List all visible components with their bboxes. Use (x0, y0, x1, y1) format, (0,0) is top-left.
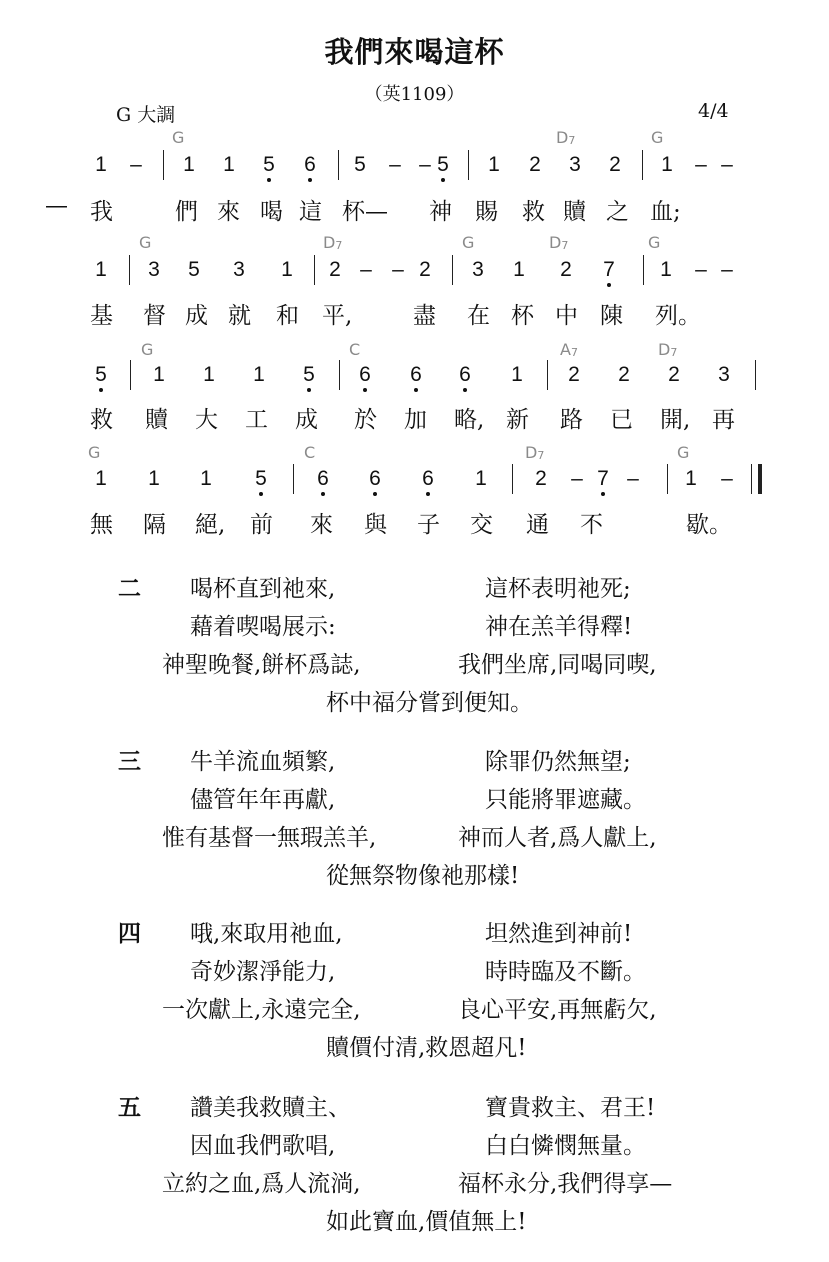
chord-symbol: $D_7$ (525, 443, 545, 462)
note: 6 (299, 153, 321, 177)
note: 7 (592, 467, 614, 491)
note: 3 (569, 153, 581, 176)
verse-line: 牛羊流血頻繁, (190, 749, 336, 775)
lyric-syllable: 這 (299, 199, 322, 225)
verse-line: 哦,來取用祂血, (190, 921, 343, 947)
lyric-syllable: 和 (276, 303, 299, 329)
lyric-syllable: 無 (90, 512, 113, 538)
lyric-syllable: 來 (310, 512, 333, 538)
note: 5 (188, 258, 200, 281)
barline (642, 150, 643, 180)
lyric-syllable: 陳 (600, 303, 623, 329)
lyric-syllable: 基 (90, 303, 113, 329)
note: 1 (95, 258, 107, 281)
key-signature: G 大調 (116, 104, 176, 126)
note: 2 (668, 363, 680, 386)
note: 1 (660, 258, 672, 281)
lyric-syllable: 賜 (475, 199, 498, 225)
note: – (721, 258, 733, 281)
barline (130, 360, 131, 390)
lyric-syllable: 督 (143, 303, 166, 329)
lyric-syllable: 血; (650, 199, 681, 225)
note: 2 (618, 363, 630, 386)
note: – (392, 258, 404, 281)
lyric-syllable: 再 (712, 407, 735, 433)
lyric-syllable: 大 (195, 407, 218, 433)
lyric-syllable: 工 (245, 407, 268, 433)
verse-number: 三 (118, 748, 141, 775)
note: – (695, 153, 707, 176)
note: 6 (354, 363, 376, 387)
chord-symbol: $D_7$ (556, 128, 576, 147)
lyric-syllable: 神 (429, 199, 452, 225)
verse-line: 神聖晚餐,餅杯爲誌, (162, 652, 361, 678)
verse-line: 如此寶血,價值無上! (326, 1209, 527, 1235)
note: 5 (354, 153, 366, 176)
verse-line: 一次獻上,永遠完全, (162, 997, 361, 1023)
note: 1 (281, 258, 293, 281)
verse-line: 只能將罪遮藏。 (485, 787, 646, 813)
note: 3 (472, 258, 484, 281)
note: 2 (535, 467, 547, 490)
note: 1 (200, 467, 212, 490)
lyric-syllable: 與 (364, 512, 387, 538)
lyric-syllable: 就 (228, 303, 251, 329)
lyric-syllable: 前 (250, 512, 273, 538)
barline (338, 150, 339, 180)
verse-line: 良心平安,再無虧欠, (458, 997, 657, 1023)
note: 5 (90, 363, 112, 387)
note: 1 (183, 153, 195, 176)
lyric-syllable: 列。 (655, 303, 701, 329)
barline (755, 360, 756, 390)
lyric-syllable: 隔 (143, 512, 166, 538)
note: 1 (661, 153, 673, 176)
verse-line: 贖價付清,救恩超凡! (326, 1035, 527, 1061)
note: 2 (560, 258, 572, 281)
lyric-syllable: 們 (175, 199, 198, 225)
chord-symbol: $D_7$ (323, 233, 343, 252)
note: 1 (95, 467, 107, 490)
lyric-syllable: 杯— (342, 199, 388, 225)
verse-number: 二 (118, 575, 141, 602)
chord-symbol: C (304, 443, 316, 462)
verse-line: 因血我們歌唱, (190, 1133, 336, 1159)
lyric-syllable: 來 (217, 199, 240, 225)
lyric-syllable: 我 (90, 199, 113, 225)
chord-symbol: G (648, 233, 661, 252)
verse-line: 神在羔羊得釋! (485, 614, 633, 640)
chord-symbol: C (349, 340, 361, 359)
barline (129, 255, 130, 285)
note: 2 (329, 258, 341, 281)
note: 6 (454, 363, 476, 387)
lyric-syllable: 中 (555, 303, 578, 329)
verse-line: 福杯永分,我們得享— (458, 1171, 673, 1197)
note: 6 (405, 363, 427, 387)
lyric-syllable: — (45, 193, 68, 219)
lyric-syllable: 路 (560, 407, 583, 433)
note: 1 (95, 153, 107, 176)
note: 1 (253, 363, 265, 386)
note: 2 (529, 153, 541, 176)
verse-line: 奇妙潔淨能力, (190, 959, 336, 985)
lyric-syllable: 開, (660, 407, 691, 433)
note: – (360, 258, 372, 281)
chord-symbol: G (139, 233, 152, 252)
barline (314, 255, 315, 285)
verse-line: 寶貴救主、君王! (485, 1095, 656, 1121)
note: 1 (223, 153, 235, 176)
lyric-syllable: 交 (470, 512, 493, 538)
barline (339, 360, 340, 390)
note: 2 (609, 153, 621, 176)
note: 1 (488, 153, 500, 176)
lyric-syllable: 成 (185, 303, 208, 329)
note: 5 (432, 153, 454, 177)
note: – (130, 153, 142, 176)
note: 3 (148, 258, 160, 281)
chord-symbol: G (677, 443, 690, 462)
verse-line: 惟有基督一無瑕羔羊, (162, 825, 377, 851)
note: 1 (511, 363, 523, 386)
hymn-number: （英1109） (364, 84, 465, 105)
note: 1 (148, 467, 160, 490)
lyric-syllable: 歇。 (686, 512, 732, 538)
note: 1 (513, 258, 525, 281)
lyric-syllable: 贖 (145, 407, 168, 433)
note: 6 (417, 467, 439, 491)
note: 5 (250, 467, 272, 491)
verse-line: 時時臨及不斷。 (485, 959, 646, 985)
chord-symbol: G (462, 233, 475, 252)
note: 7 (598, 258, 620, 282)
lyric-syllable: 救 (90, 407, 113, 433)
lyric-syllable: 絕, (195, 512, 226, 538)
lyric-syllable: 加 (404, 407, 427, 433)
verse-number: 五 (118, 1094, 141, 1121)
lyric-syllable: 贖 (563, 199, 586, 225)
barline (512, 464, 513, 494)
final-barline (758, 464, 762, 494)
lyric-syllable: 成 (295, 407, 318, 433)
note: 2 (419, 258, 431, 281)
chord-symbol: G (141, 340, 154, 359)
note: 5 (298, 363, 320, 387)
barline (293, 464, 294, 494)
barline (163, 150, 164, 180)
chord-symbol: G (172, 128, 185, 147)
lyric-syllable: 喝 (260, 199, 283, 225)
chord-symbol: G (651, 128, 664, 147)
verse-line: 喝杯直到祂來, (190, 576, 336, 602)
note: 1 (203, 363, 215, 386)
lyric-syllable: 略, (454, 407, 485, 433)
lyric-syllable: 通 (526, 512, 549, 538)
lyric-syllable: 杯 (511, 303, 534, 329)
chord-symbol: $A_7$ (560, 340, 578, 359)
note: 3 (233, 258, 245, 281)
note: – (695, 258, 707, 281)
note: – (389, 153, 401, 176)
lyric-syllable: 平, (322, 303, 353, 329)
note: 3 (718, 363, 730, 386)
verse-line: 立約之血,爲人流淌, (162, 1171, 361, 1197)
lyric-syllable: 之 (606, 199, 629, 225)
note: 6 (364, 467, 386, 491)
note: 1 (153, 363, 165, 386)
chord-symbol: $D_7$ (658, 340, 678, 359)
verse-line: 從無祭物像祂那樣! (326, 863, 520, 889)
lyric-syllable: 新 (506, 407, 529, 433)
note: 2 (568, 363, 580, 386)
lyric-syllable: 在 (467, 303, 490, 329)
verse-line: 杯中福分嘗到便知。 (326, 690, 533, 716)
verse-number: 四 (118, 920, 141, 947)
barline-thin (751, 464, 752, 494)
verse-line: 我們坐席,同喝同喫, (458, 652, 657, 678)
verse-line: 除罪仍然無望; (485, 749, 631, 775)
note: – (571, 467, 583, 490)
lyric-syllable: 於 (354, 407, 377, 433)
note: 1 (475, 467, 487, 490)
verse-line: 這杯表明祂死; (485, 576, 631, 602)
lyric-syllable: 救 (522, 199, 545, 225)
hymn-title: 我們來喝這杯 (324, 35, 505, 69)
note: – (419, 153, 431, 176)
chord-symbol: G (88, 443, 101, 462)
note: 1 (685, 467, 697, 490)
verse-line: 神而人者,爲人獻上, (458, 825, 657, 851)
verse-line: 白白憐憫無量。 (485, 1133, 646, 1159)
verse-line: 儘管年年再獻, (190, 787, 336, 813)
verse-line: 藉着喫喝展示: (190, 614, 336, 640)
lyric-syllable: 已 (610, 407, 633, 433)
verse-line: 讚美我救贖主、 (190, 1095, 351, 1121)
barline (643, 255, 644, 285)
lyric-syllable: 子 (417, 512, 440, 538)
note: – (627, 467, 639, 490)
barline (468, 150, 469, 180)
note: 6 (312, 467, 334, 491)
barline (452, 255, 453, 285)
barline (667, 464, 668, 494)
time-signature: 4/4 (698, 100, 729, 122)
lyric-syllable: 不 (580, 512, 603, 538)
barline (547, 360, 548, 390)
verse-line: 坦然進到神前! (485, 921, 633, 947)
lyric-syllable: 盡 (413, 303, 436, 329)
chord-symbol: $D_7$ (549, 233, 569, 252)
note: 5 (258, 153, 280, 177)
note: – (721, 467, 733, 490)
note: – (721, 153, 733, 176)
